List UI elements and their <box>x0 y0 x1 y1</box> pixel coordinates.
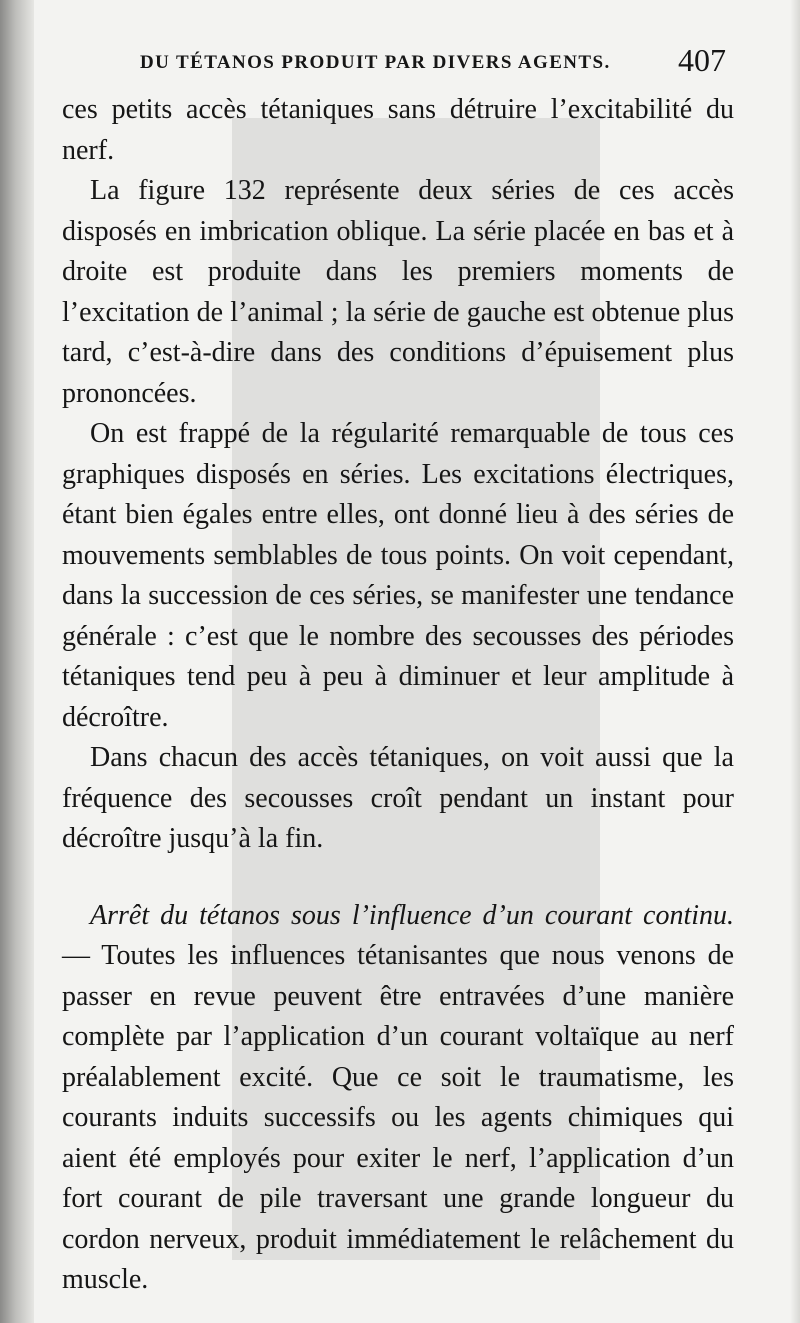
section-heading: Arrêt du tétanos sous l’influence d’un courant continu. <box>90 899 734 931</box>
paragraph: On est frappé de la régularité remarquable de tous ces graphiques disposés en séries. Les excitations électriques, étant bien égales entre elles, ont donné lieu à des séries de mouvements semblables de tous points. On voit cependant, dans la succession de ces séries, se manifester une tendance générale : c’est que le nombre des secousses des périodes tétaniques tend peu à peu à diminuer et leur amplitude à décroître. <box>62 418 734 733</box>
running-title: DU TÉTANOS PRODUIT PAR DIVERS AGENTS. <box>140 52 611 73</box>
section-text: — Toutes les influences tétanisantes que nous venons de passer en revue peuvent être entravées d’une manière complète par l’application d’un courant voltaïque au nerf préalablement excité. Que ce soit le traumatisme, les courants induits successifs ou les agents chimiques qui aient été employés pour exiter le nerf, l’application d’un fort courant de pile traversant une grande longueur du cordon nerveux, produit immédiatement le relâchement du muscle. <box>62 940 734 1295</box>
page-number: 407 <box>678 42 726 78</box>
page-header <box>140 42 740 78</box>
paragraph: ces petits accès tétaniques sans détruire l’excitabilité du nerf. <box>62 94 734 166</box>
page-edge <box>790 0 800 1323</box>
paragraph: La figure 132 représente deux séries de ces accès disposés en imbrication oblique. La série placée en bas et à droite est produite dans les premiers moments de l’excitation de l’animal ; la série de gauche est obtenue plus tard, c’est-à-dire dans des conditions d’épuisement plus prononcées. <box>62 175 734 409</box>
body-text <box>62 90 734 1301</box>
paragraph: Dans chacun des accès tétaniques, on voit aussi que la fréquence des secousses croît pendant un instant pour décroître jusqu’à la fin. <box>62 742 734 854</box>
section-paragraph <box>62 896 734 1301</box>
page-gutter-shadow <box>0 0 34 1323</box>
